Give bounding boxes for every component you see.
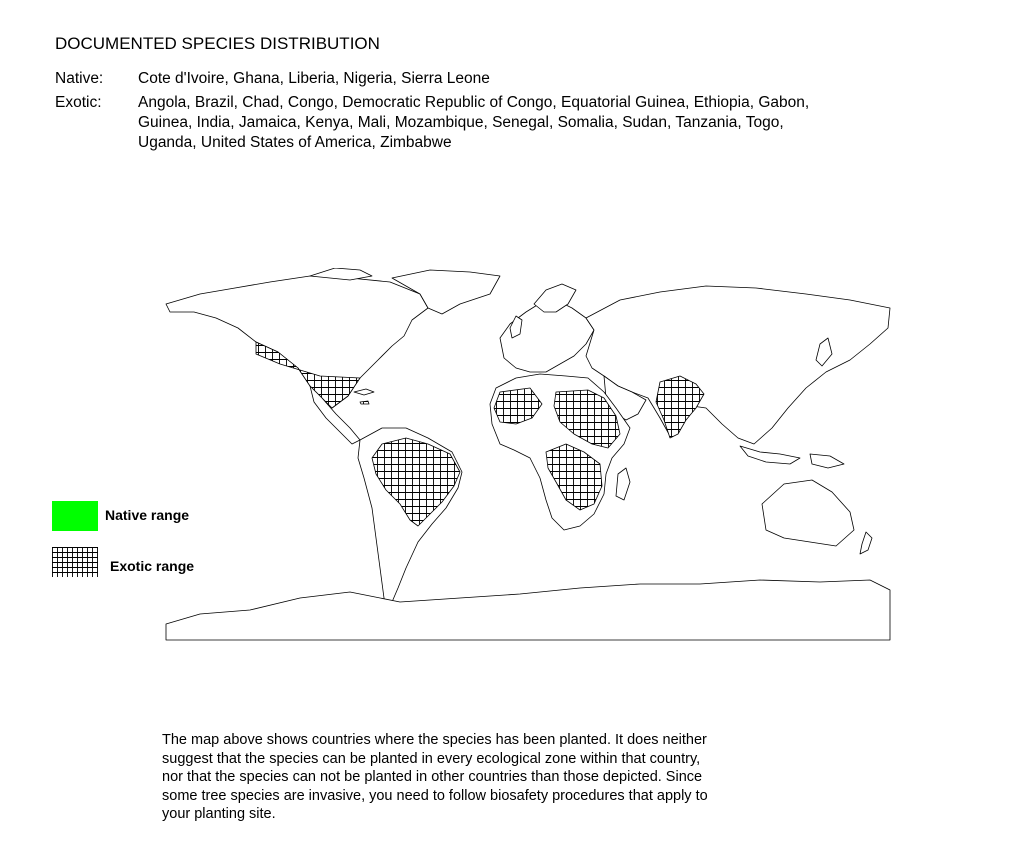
map-note xyxy=(162,731,782,824)
map-note-line: some tree species are invasive, you need to follow biosafety procedures that apply to xyxy=(162,787,708,804)
australia-landmass xyxy=(762,480,854,546)
exotic-countries-line: Uganda, United States of America, Zimbabwe xyxy=(138,134,452,151)
native-countries: Cote d'Ivoire, Ghana, Liberia, Nigeria, Sierra Leone xyxy=(138,70,490,87)
exotic-label: Exotic: xyxy=(55,94,102,111)
exotic-countries xyxy=(138,93,898,153)
world-map xyxy=(160,268,895,648)
exotic-countries-line: Guinea, India, Jamaica, Kenya, Mali, Mozambique, Senegal, Somalia, Sudan, Tanzania, Togo, xyxy=(138,114,784,131)
india-region xyxy=(656,376,704,438)
legend-exotic-swatch xyxy=(52,547,98,577)
new-zealand-landmass xyxy=(860,532,872,554)
antarctica-landmass xyxy=(166,580,890,640)
jamaica-region xyxy=(360,401,369,404)
exotic-countries-line: Angola, Brazil, Chad, Congo, Democratic Republic of Congo, Equatorial Guinea, Ethiopia, Gabon, xyxy=(138,94,810,111)
legend-native-swatch xyxy=(52,501,98,531)
map-note-line: The map above shows countries where the species has been planted. It does neither xyxy=(162,732,707,748)
madagascar-landmass xyxy=(616,468,630,500)
map-note-line: your planting site. xyxy=(162,806,276,822)
indonesia-islands xyxy=(740,446,800,464)
new-guinea-landmass xyxy=(810,454,844,468)
caribbean-islands xyxy=(354,389,374,395)
north-america-landmass xyxy=(166,276,428,408)
legend-exotic-label: Exotic range xyxy=(110,558,195,574)
page-title: DOCUMENTED SPECIES DISTRIBUTION xyxy=(55,34,380,53)
legend-native-label: Native range xyxy=(105,507,190,523)
asia-landmass xyxy=(586,286,890,444)
map-note-line: suggest that the species can be planted in every ecological zone within that country, xyxy=(162,750,701,767)
map-note-line: nor that the species can not be planted in other countries than those depicted. Since xyxy=(162,769,703,785)
native-label: Native: xyxy=(55,70,104,87)
